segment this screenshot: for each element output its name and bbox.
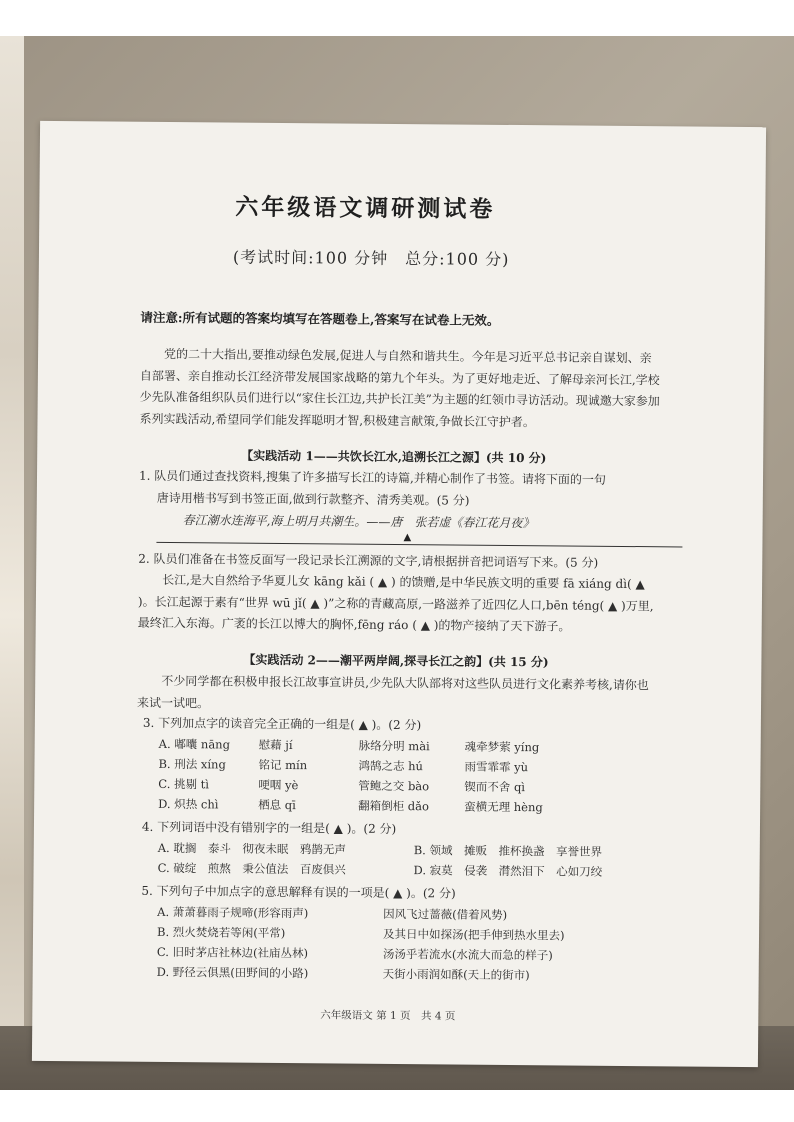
exam-subtitle: (考试时间:100 分钟 总分:100 分) (232, 247, 510, 269)
q3-c-3: 管鲍之交 bào (358, 778, 430, 794)
answer-mark: ▲ (403, 532, 412, 544)
q5-c-2: 汤汤乎若流水(水流大而急的样子) (382, 946, 553, 963)
q3-d-4: 蛮横无理 hèng (464, 799, 543, 815)
question-5-stem: 5. 下列句子中加点字的意思解释有误的一项是( ▲ )。(2 分) (141, 883, 456, 901)
notice-text: 请注意:所有试题的答案均填写在答题卷上,答案写在试卷上无效。 (140, 309, 500, 328)
activity-2-heading: 【实践活动 2——潮平两岸阔,探寻长江之韵】(共 15 分) (243, 652, 549, 670)
q5-d-1: D. 野径云俱黑(田野间的小路) (156, 964, 309, 981)
exam-sheet (32, 121, 766, 1067)
question-4-stem: 4. 下列词语中没有错别字的一组是( ▲ )。(2 分) (141, 819, 397, 836)
cloth-edge (0, 36, 24, 1090)
q3-b-3: 鸿鹄之志 hú (358, 758, 424, 774)
question-2-body: 长江,是大自然给予华夏儿女 kāng kǎi ( ▲ ) 的馈赠,是中华民族文明的重要 fā xiáng dì( ▲ )。长江起源于素有“世界 wū jǐ( ▲ )”之称的青藏高原,一路滋养了近四亿人口,bēn téng( ▲ )万里,最终汇入东海。广袤的长江以博大的胸怀,fēng ráo ( ▲ )的物产接纳了天下游子。 (137, 572, 654, 634)
q4-option-b: B. 领域 摊贩 推杯换盏 享誉世界 (413, 843, 603, 859)
q5-b-1: B. 烈火焚烧若等闲(平常) (156, 924, 286, 941)
q3-a-1: A. 嘟囔 nāng (158, 736, 231, 752)
question-1-line-1: 1. 队员们通过查找资料,搜集了许多描写长江的诗篇,并精心制作了书签。请将下面的一句 (138, 468, 606, 487)
page-footer: 六年级语文 第 1 页 共 4 页 (320, 1009, 456, 1023)
question-2-heading: 2. 队员们准备在书签反面写一段记录长江溯源的文字,请根据拼音把词语写下来。(5 分) (138, 551, 599, 570)
q3-a-4: 魂牵梦萦 yíng (464, 739, 540, 755)
q3-a-3: 脉络分明 mài (358, 738, 430, 754)
q5-b-2: 及其日中如探汤(把手伸到热水里去) (382, 926, 565, 943)
q5-a-2: 因风飞过蔷薇(借着风势) (383, 906, 508, 922)
q4-option-a: A. 耽搁 泰斗 彻夜未眠 鸦鹊无声 (157, 840, 346, 857)
question-3-stem: 3. 下列加点字的读音完全正确的一组是( ▲ )。(2 分) (142, 715, 422, 733)
q3-c-4: 锲而不舍 qì (464, 779, 526, 795)
q3-b-4: 雨雪霏霏 yù (464, 759, 529, 775)
activity-1-heading: 【实践活动 1——共饮长江水,追溯长江之源】(共 10 分) (241, 448, 547, 466)
poem-line: 春江潮水连海平,海上明月共潮生。——唐 张若虚《春江花月夜》 (182, 513, 535, 531)
question-1-line-2: 唐诗用楷书写到书签正面,做到行款整齐、清秀美观。(5 分) (156, 490, 470, 508)
q3-a-2: 慰藉 jí (258, 737, 293, 753)
activity-2-intro: 不少同学都在积极申报长江故事宣讲员,少先队大队部将对这些队员进行文化素养考核,请你也来试一试吧。 (136, 673, 649, 710)
q4-option-d: D. 寂莫 侵袭 潸然泪下 心如刀绞 (413, 863, 603, 879)
q5-d-2: 天街小雨润如酥(天上的街市) (382, 966, 530, 983)
q3-d-1: D. 炽热 chì (158, 796, 219, 812)
q3-c-2: 哽咽 yè (258, 777, 299, 793)
q5-a-1: A. 萧萧暮雨子规啼(形容雨声) (157, 904, 309, 921)
q3-c-1: C. 挑剔 tì (158, 776, 210, 792)
photo-background (0, 36, 794, 1090)
q5-c-1: C. 旧时茅店社林边(社庙丛林) (156, 944, 309, 961)
answer-line (156, 542, 682, 548)
exam-title: 六年级语文调研测试卷 (235, 193, 496, 223)
q3-d-3: 翻箱倒柜 dǎo (358, 798, 430, 814)
q4-option-c: C. 破绽 煎熬 秉公值法 百废俱兴 (157, 860, 346, 877)
intro-paragraph: 党的二十大指出,要推动绿色发展,促进人与自然和谐共生。今年是习近平总书记亲自谋划、亲自部署、亲自推动长江经济带发展国家战略的第九个年头。为了更好地走近、了解母亲河长江,学校少先队准备组织队员们进行以“家住长江边,共护长江美”为主题的红领巾寻访活动。现诚邀大家参加系列实践活动,希望同学们能发挥聪明才智,积极建言献策,争做长江守护者。 (139, 346, 660, 429)
q3-d-2: 栖息 qī (258, 797, 296, 813)
q3-b-1: B. 刑法 xíng (158, 756, 226, 772)
q3-b-2: 铭记 mín (258, 757, 308, 773)
